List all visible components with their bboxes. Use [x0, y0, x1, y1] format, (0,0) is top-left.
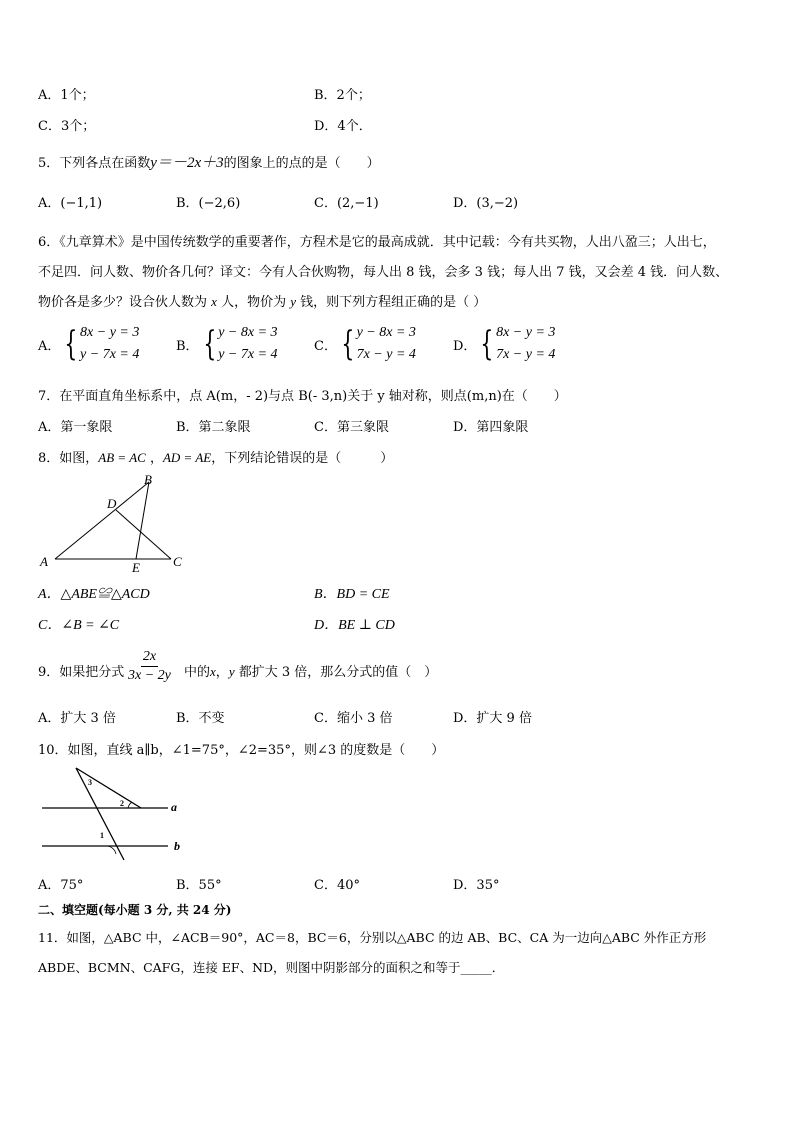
q6-option-a-eq2: y − 7x = 4: [80, 347, 140, 362]
q7-option-c: C．第三象限: [314, 420, 389, 435]
label-angle-3: 3: [88, 778, 92, 787]
q9-denominator: 3x − 2y: [128, 668, 171, 683]
q6-var-y: y: [290, 294, 297, 309]
q10-option-a: A．75°: [38, 878, 84, 893]
q6-option-d: [453, 322, 555, 366]
q5-stem-post: 的图象上的点的是（ ）: [223, 156, 380, 171]
label-line-a: a: [171, 800, 177, 814]
q5-option-d: D．(3,−2): [453, 196, 519, 211]
q9-comma: ，: [215, 665, 229, 680]
q4-option-b: B．2个；: [314, 88, 371, 103]
q7-option-d: D．第四象限: [453, 420, 529, 435]
q6-option-b-eq1: y − 8x = 3: [218, 325, 278, 340]
label-c: C: [173, 554, 182, 569]
q5-option-b: B．(−2,6): [176, 196, 241, 211]
brace-icon: {: [480, 324, 494, 364]
q9-stem-post: 都扩大 3 倍，那么分式的值（ ）: [238, 665, 438, 680]
q6-option-c-eq2: 7x − y = 4: [356, 347, 416, 362]
q6-line-3-mid: 人，物价为: [221, 295, 287, 310]
brace-icon: {: [341, 324, 355, 364]
q6-option-a-eq1: 8x − y = 3: [80, 325, 140, 340]
q7-stem: 7．在平面直角坐标系中，点 A(m，- 2)与点 B(- 3,n)关于 y 轴对称，则点(m,n)在（ ）: [38, 389, 567, 404]
q6-option-c-eq1: y − 8x = 3: [356, 325, 416, 340]
label-a: A: [40, 554, 48, 569]
q9-stem-rest: [184, 661, 437, 680]
q6-line-3-post: 钱，则下列方程组正确的是（ ）: [300, 295, 487, 310]
q4-option-a: A．1个；: [38, 88, 95, 103]
q6-option-b: [176, 322, 278, 366]
q6-var-x: x: [211, 294, 217, 309]
label-angle-2: 2: [120, 799, 124, 808]
q9-var-y: y: [228, 664, 235, 679]
q9-numerator: 2x: [141, 648, 158, 667]
q8-triangle-figure: [36, 470, 196, 575]
q6-option-c: [314, 322, 416, 366]
brace-icon: {: [64, 324, 78, 364]
brace-icon: {: [202, 324, 216, 364]
q5-option-c: C．(2,−1): [314, 196, 379, 211]
q6-option-a-label: A．: [38, 338, 61, 354]
q10-option-d: D．35°: [453, 878, 500, 893]
q6-line-2: 不足四．问人数、物价各几何？译文：今有人合伙购物，每人出 8 钱，会多 3 钱；每人出 7 钱，又会差 4 钱．问人数、: [38, 265, 729, 280]
q7-option-a: A．第一象限: [38, 420, 113, 435]
q7-option-b: B．第二象限: [176, 420, 251, 435]
q8-cond-1: AB = AC: [98, 450, 146, 465]
label-d: D: [107, 496, 117, 511]
q8-option-a: A．△ABE≌△ACD: [38, 587, 150, 602]
q8-option-d: D．BE ⊥ CD: [314, 618, 395, 633]
q8-stem-pre: 8．如图，: [38, 451, 99, 466]
q6-option-b-eq2: y − 7x = 4: [218, 347, 278, 362]
q11-line-2: ABDE、BCMN、CAFG，连接 EF、ND，则图中阴影部分的面积之和等于_____．: [38, 960, 505, 975]
q10-option-c: C．40°: [314, 878, 360, 893]
label-b: B: [144, 472, 152, 487]
angle-2-arc: [128, 802, 132, 808]
q9-fraction: [128, 648, 171, 685]
q10-parallel-lines-figure: [36, 762, 196, 866]
q10-option-b: B．55°: [176, 878, 222, 893]
q8-sep: ，: [149, 451, 163, 466]
segment-ab: [55, 482, 149, 559]
q8-cond-2: AD = AE: [162, 450, 212, 465]
q5-stem-pre: 5．下列各点在函数: [38, 156, 151, 171]
q6-option-d-eq2: 7x − y = 4: [496, 347, 556, 362]
q9-stem-pre: 9．如果把分式: [38, 665, 125, 680]
q5-stem: [38, 151, 380, 172]
q6-line-3: [38, 291, 486, 310]
q9-option-d: D．扩大 9 倍: [453, 711, 532, 726]
q11-line-1: 11．如图，△ABC 中，∠ACB＝90°，AC＝8，BC＝6，分别以△ABC 的边 AB、BC、CA 为一边向△ABC 外作正方形: [38, 930, 707, 945]
section-2-title: 二、填空题(每小题 3 分, 共 24 分): [38, 903, 232, 917]
q6-option-b-label: B．: [176, 338, 199, 354]
q9-option-c: C．缩小 3 倍: [314, 711, 393, 726]
q4-option-c: C．3个；: [38, 119, 96, 134]
q5-option-a: A．(−1,1): [38, 196, 103, 211]
q6-line-3-pre: 物价各是多少？设合伙人数为: [38, 295, 208, 310]
q9-option-b: B．不变: [176, 711, 225, 726]
segment-be: [136, 482, 149, 559]
q6-option-d-label: D．: [453, 338, 477, 354]
q8-stem-post: ，下列结论错误的是（ ）: [211, 451, 394, 466]
q9-stem-mid: 中的: [184, 665, 211, 680]
q10-stem: 10．如图，直线 a∥b，∠1=75°，∠2=35°，则∠3 的度数是（ ）: [38, 743, 445, 758]
label-angle-1: 1: [100, 831, 104, 840]
q9-option-a: A．扩大 3 倍: [38, 711, 116, 726]
q8-option-c: C．∠B = ∠C: [38, 618, 120, 633]
label-e: E: [132, 560, 140, 575]
q4-option-d: D．4个．: [314, 119, 372, 134]
q6-line-1: 6．《九章算术》是中国传统数学的重要著作，方程术是它的最高成就．其中记载：今有共买物，人出八盈三；人出七，: [38, 235, 716, 250]
q8-stem: [38, 447, 393, 466]
label-line-b: b: [174, 839, 180, 853]
q6-option-a: [38, 322, 139, 366]
q5-function: y＝－2x＋3: [150, 155, 224, 171]
q6-option-d-eq1: 8x − y = 3: [496, 325, 556, 340]
angle-1-arc: [106, 846, 116, 854]
q8-option-b: B．BD = CE: [314, 587, 390, 602]
q9-var-x: x: [210, 664, 216, 679]
q6-option-c-label: C．: [314, 338, 337, 354]
